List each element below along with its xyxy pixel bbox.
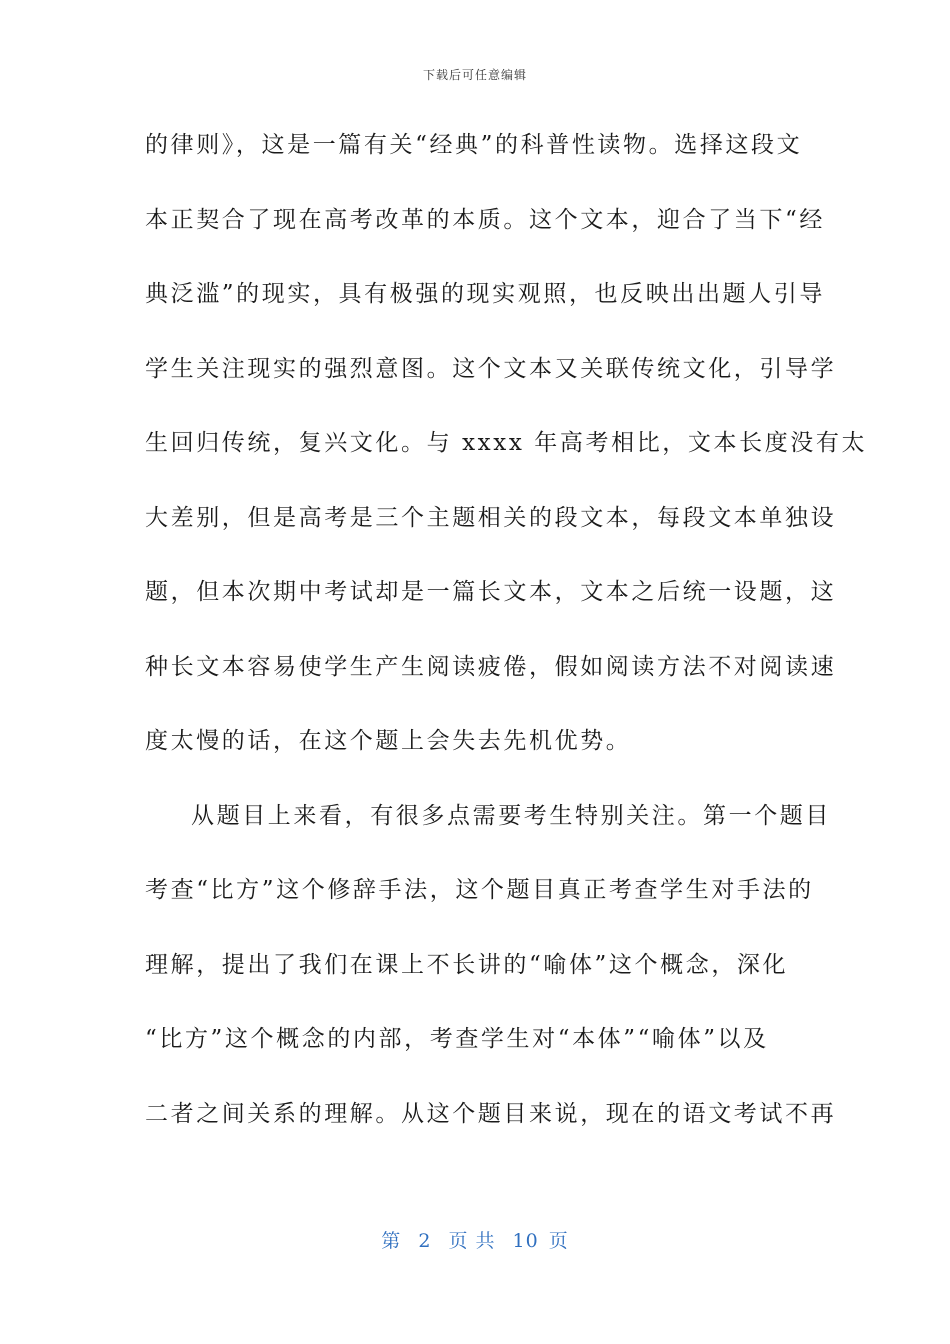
paragraph-first-line: 从题目上来看，有很多点需要考生特别关注。第一个题目 [191,802,831,829]
body-line: 的律则》，这是一篇有关“经典”的科普性读物。选择这段文 [145,132,803,158]
body-line: “比方”这个概念的内部，考查学生对“本体”“喻体”以及 [145,1026,769,1052]
body-line: 二者之间关系的理解。从这个题目来说，现在的语文考试不再 [145,1100,837,1127]
body-line: 大差别，但是高考是三个主题相关的段文本，每段文本单独设 [145,504,837,531]
footer-suffix: 页 [548,1230,569,1252]
document-body [145,120,868,1163]
footer-prefix: 第 [381,1230,402,1252]
body-line: 度太慢的话，在这个题上会失去先机优势。 [145,728,632,754]
current-page-number: 2 [418,1230,432,1252]
page-header: 下载后可任意编辑 [422,68,527,82]
body-line: 题，但本次期中考试却是一篇长文本，文本之后统一设题，这 [145,579,837,605]
body-line: 种长文本容易使学生产生阅读疲倦，假如阅读方法不对阅读速 [145,653,837,680]
footer-middle: 页 共 [448,1230,496,1252]
body-line: 理解，提出了我们在课上不长讲的“喻体”这个概念，深化 [145,951,789,978]
body-line: 生回归传统，复兴文化。与 xxxx 年高考相比，文本长度没有太 [145,430,868,456]
body-line: 考查“比方”这个修辞手法，这个题目真正考查学生对手法的 [145,877,814,903]
body-line: 本正契合了现在高考改革的本质。这个文本，迎合了当下“经 [145,206,825,233]
page-footer [0,1226,950,1253]
body-line: 典泛滥”的现实，具有极强的现实观照，也反映出出题人引导 [145,281,825,307]
body-line: 学生关注现实的强烈意图。这个文本又关联传统文化，引导学 [145,355,837,382]
total-page-count: 10 [512,1230,539,1252]
